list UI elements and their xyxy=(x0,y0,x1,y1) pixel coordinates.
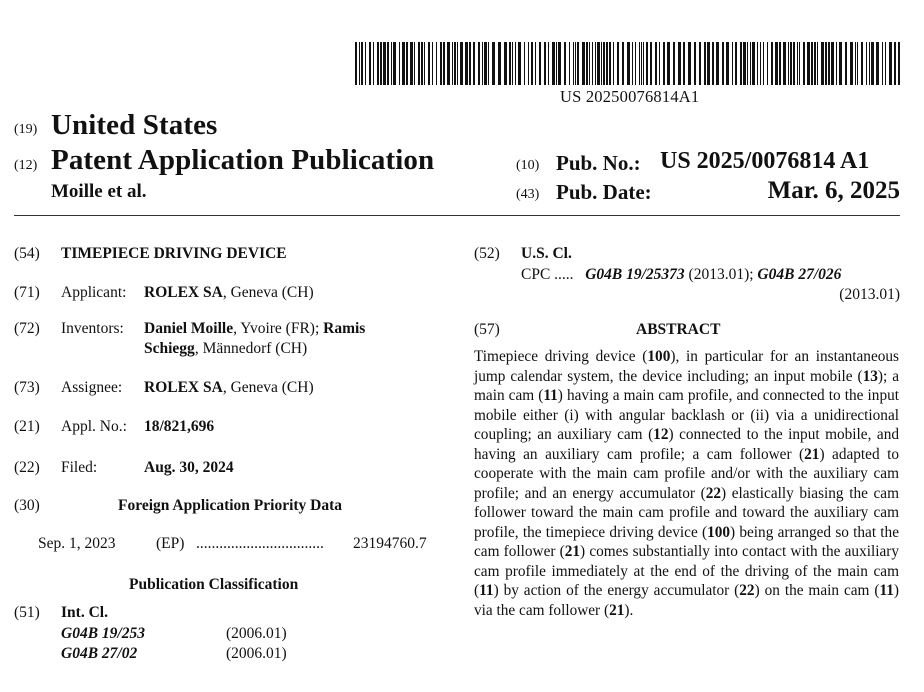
inventors-label: Inventors: xyxy=(61,320,124,337)
barcode-bar xyxy=(683,42,685,85)
priority-office: (EP) xyxy=(156,535,185,552)
barcode-bar xyxy=(447,42,450,85)
country-title: United States xyxy=(51,109,218,141)
pub-no-inid-code: (10) xyxy=(516,158,540,173)
priority-heading: Foreign Application Priority Data xyxy=(118,497,343,514)
barcode-bar xyxy=(424,42,425,85)
publication-kind-title: Patent Application Publication xyxy=(51,144,435,176)
barcode-bar xyxy=(577,42,579,85)
barcode-bar xyxy=(504,42,507,85)
header-divider xyxy=(14,215,900,216)
barcode-bar xyxy=(457,42,458,85)
barcode-bar xyxy=(592,42,593,85)
barcode-bar xyxy=(617,42,619,85)
barcode-bar xyxy=(641,42,642,85)
barcode-bar xyxy=(726,42,729,85)
barcode-bar xyxy=(552,42,555,85)
barcode-bar xyxy=(871,42,874,85)
barcode-bar xyxy=(539,42,541,85)
abstract-text: ) on the main cam ( xyxy=(754,582,880,599)
publication-number-under-barcode: US 20250076814A1 xyxy=(560,87,700,106)
barcode-bar xyxy=(436,42,437,85)
abstract-text: Timepiece driving device ( xyxy=(474,348,648,365)
barcode-bar xyxy=(603,42,605,85)
abstract-inid-code: (57) xyxy=(474,321,500,338)
appl-no-label: Appl. No.: xyxy=(61,418,127,435)
barcode-bar xyxy=(659,42,660,85)
pub-date-label: Pub. Date: xyxy=(556,180,652,204)
cpc-label: CPC ..... xyxy=(521,266,574,283)
barcode-bar xyxy=(377,42,379,85)
abstract-reference-numeral: 21 xyxy=(564,543,581,560)
cpc-line xyxy=(521,266,841,284)
abstract-reference-numeral: 11 xyxy=(879,582,894,599)
barcode-bar xyxy=(775,42,778,85)
abstract-text: ); a main cam ( xyxy=(474,367,899,404)
applicant-location: , Geneva (CH) xyxy=(222,284,314,301)
barcode-bar xyxy=(825,42,827,85)
barcode-bar xyxy=(569,42,570,85)
pub-date-inid-code: (43) xyxy=(516,187,540,202)
country-inid-code: (19) xyxy=(14,122,38,137)
barcode-bar xyxy=(743,42,746,85)
barcode-bar xyxy=(750,42,751,85)
barcode-bar xyxy=(369,42,371,85)
int-cl-class-1: G04B 19/253 xyxy=(61,625,145,642)
barcode-bar xyxy=(482,42,483,85)
barcode-bar xyxy=(763,42,764,85)
barcode-bar xyxy=(752,42,755,85)
int-cl-inid-code: (51) xyxy=(14,604,40,621)
barcode-bar xyxy=(406,42,408,85)
barcode-bar xyxy=(548,42,549,85)
barcode-bar xyxy=(432,42,433,85)
priority-date: Sep. 1, 2023 xyxy=(38,535,116,552)
abstract-reference-numeral: 22 xyxy=(739,582,755,599)
abstract-text: ) connected to the input mobile, and having an auxiliary cam profile; a cam follower ( xyxy=(474,426,899,463)
barcode-bar xyxy=(861,42,863,85)
barcode-bar xyxy=(655,42,657,85)
assignee-name: ROLEX SA xyxy=(144,379,223,396)
classification-heading: Publication Classification xyxy=(129,576,299,593)
barcode-bar xyxy=(855,42,856,85)
inventors-line-2 xyxy=(144,340,307,358)
barcode-bar xyxy=(373,42,374,85)
us-cl-label: U.S. Cl. xyxy=(521,245,572,262)
applicant-value xyxy=(144,284,314,302)
barcode-bar xyxy=(831,42,834,85)
barcode-bar xyxy=(469,42,471,85)
inventor-1-name: Daniel Moille xyxy=(144,320,234,337)
barcode-bar xyxy=(632,42,633,85)
barcode-bar xyxy=(575,42,576,85)
barcode-bar xyxy=(509,42,511,85)
inventor-2-name-last: Schiegg xyxy=(144,340,195,357)
abstract-text: ) comes substantially into contact with the auxiliary cam profile immediately at the end of the driving of the main cam ( xyxy=(474,543,899,599)
barcode-bar xyxy=(564,42,566,85)
appl-no-value: 18/821,696 xyxy=(144,418,215,435)
barcode-bar xyxy=(473,42,475,85)
barcode-bar xyxy=(365,42,366,85)
barcode-bar xyxy=(799,42,800,85)
assignee-location: , Geneva (CH) xyxy=(222,379,314,396)
barcode-bar xyxy=(622,42,624,85)
int-cl-label: Int. Cl. xyxy=(61,604,108,621)
barcode-bar xyxy=(740,42,742,85)
barcode-bar xyxy=(673,42,675,85)
filed-value: Aug. 30, 2024 xyxy=(144,459,234,476)
barcode-bar xyxy=(869,42,870,85)
barcode-bar xyxy=(478,42,480,85)
cpc-class-1: G04B 19/25373 xyxy=(585,266,685,283)
barcode-bar xyxy=(747,42,748,85)
barcode-bar xyxy=(558,42,561,85)
assignee-label: Assignee: xyxy=(61,379,123,396)
abstract-text: ) elastically biasing the cam follower toward the main cam profile and toward the auxiliary cam profile, the timepiece driving device ( xyxy=(474,484,899,541)
barcode xyxy=(355,42,900,85)
barcode-bar xyxy=(528,42,529,85)
abstract-reference-numeral: 100 xyxy=(707,523,731,541)
barcode-bar xyxy=(732,42,733,85)
barcode-bar xyxy=(582,42,585,85)
barcode-bar xyxy=(712,42,714,85)
abstract-reference-numeral: 11 xyxy=(479,582,494,599)
barcode-bar xyxy=(544,42,546,85)
barcode-bar xyxy=(821,42,824,85)
inventor-1-location: , Yvoire (FR); xyxy=(233,320,324,337)
barcode-bar xyxy=(535,42,536,85)
barcode-bar xyxy=(428,42,430,85)
barcode-bar xyxy=(440,42,442,85)
barcode-bar xyxy=(586,42,588,85)
barcode-bar xyxy=(361,42,363,85)
barcode-bar xyxy=(767,42,768,85)
barcode-bar xyxy=(414,42,415,85)
cpc-version-1: (2013.01); xyxy=(684,266,758,283)
abstract-text: ) having a main cam profile, and connected to the input mobile either (i) with angular backlash or (ii) via a unidirectional coupling; an auxiliary cam ( xyxy=(474,387,899,443)
barcode-bar xyxy=(894,42,896,85)
filed-inid-code: (22) xyxy=(14,459,40,476)
barcode-bar xyxy=(531,42,533,85)
barcode-bar xyxy=(465,42,468,85)
abstract-reference-numeral: 21 xyxy=(804,445,820,463)
barcode-bar xyxy=(556,42,557,85)
barcode-bar xyxy=(663,42,665,85)
int-cl-version-1: (2006.01) xyxy=(226,625,287,642)
barcode-bar xyxy=(783,42,786,85)
barcode-bar xyxy=(418,42,420,85)
barcode-bar xyxy=(454,42,456,85)
barcode-bar xyxy=(704,42,706,85)
barcode-bar xyxy=(606,42,608,85)
abstract-text: ) via the cam follower ( xyxy=(474,582,900,619)
barcode-bar xyxy=(597,42,600,85)
barcode-bar xyxy=(898,42,900,85)
invention-title: TIMEPIECE DRIVING DEVICE xyxy=(61,245,287,262)
barcode-bar xyxy=(387,42,389,85)
barcode-bar xyxy=(850,42,853,85)
assignee-inid-code: (73) xyxy=(14,379,40,396)
barcode-bar xyxy=(760,42,761,85)
barcode-bar xyxy=(399,42,400,85)
abstract-text: ). xyxy=(624,601,634,619)
barcode-bar xyxy=(650,42,652,85)
barcode-bar xyxy=(452,42,453,85)
barcode-bar xyxy=(807,42,810,85)
barcode-bar xyxy=(402,42,405,85)
barcode-bar xyxy=(716,42,719,85)
pub-no-label: Pub. No.: xyxy=(556,151,641,175)
applicant-inid-code: (71) xyxy=(14,284,40,301)
barcode-bar xyxy=(817,42,818,85)
barcode-bar xyxy=(771,42,773,85)
inventors-line-1 xyxy=(144,320,365,338)
barcode-bar xyxy=(484,42,487,85)
barcode-bar xyxy=(885,42,886,85)
barcode-bar xyxy=(707,42,710,85)
applicant-name: ROLEX SA xyxy=(144,284,223,301)
barcode-bar xyxy=(788,42,789,85)
priority-leader-dots: ................................. xyxy=(196,535,324,552)
priority-inid-code: (30) xyxy=(14,497,40,514)
abstract-reference-numeral: 22 xyxy=(705,484,722,502)
barcode-bar xyxy=(635,42,636,85)
barcode-bar xyxy=(678,42,681,85)
abstract-text: ) by action of the energy accumulator ( xyxy=(493,582,740,599)
barcode-bar xyxy=(757,42,758,85)
barcode-bar xyxy=(380,42,382,85)
barcode-bar xyxy=(393,42,396,85)
barcode-bar xyxy=(811,42,813,85)
barcode-bar xyxy=(515,42,516,85)
abstract-text: ), in particular for an instantaneous jump calendar system, the device including; an input mobile ( xyxy=(474,348,899,385)
barcode-bar xyxy=(839,42,842,85)
pub-date-value: Mar. 6, 2025 xyxy=(767,177,900,204)
barcode-bar xyxy=(460,42,463,85)
barcode-bar xyxy=(845,42,847,85)
inventor-2-location: , Männedorf (CH) xyxy=(194,340,308,357)
barcode-bar xyxy=(866,42,867,85)
kind-inid-code: (12) xyxy=(14,158,38,173)
assignee-value xyxy=(144,379,314,397)
title-inid-code: (54) xyxy=(14,245,40,262)
barcode-bar xyxy=(814,42,816,85)
cpc-version-2: (2013.01) xyxy=(839,286,900,303)
abstract-reference-numeral: 11 xyxy=(543,387,558,404)
barcode-bar xyxy=(828,42,830,85)
barcode-bar xyxy=(699,42,701,85)
abstract-text: ) being arranged so that the cam follower ( xyxy=(474,523,899,560)
int-cl-class-2: G04B 27/02 xyxy=(61,645,138,662)
priority-number: 23194760.7 xyxy=(353,535,427,552)
barcode-bar xyxy=(779,42,781,85)
abstract-reference-numeral: 12 xyxy=(653,426,669,443)
abstract-reference-numeral: 21 xyxy=(609,601,625,619)
barcode-bar xyxy=(643,42,644,85)
abstract-heading: ABSTRACT xyxy=(636,321,721,338)
barcode-bar xyxy=(688,42,691,85)
barcode-bar xyxy=(876,42,879,85)
barcode-bar xyxy=(488,42,489,85)
barcode-bar xyxy=(722,42,724,85)
barcode-bar xyxy=(391,42,392,85)
barcode-bar xyxy=(524,42,525,85)
barcode-bar xyxy=(359,42,360,85)
barcode-bar xyxy=(735,42,737,85)
abstract-text: ) adapted to cooperate with the main cam profile and/or with the auxiliary cam profile; and an energy accumulator ( xyxy=(474,445,899,502)
abstract-body xyxy=(474,347,899,620)
barcode-bar xyxy=(595,42,596,85)
barcode-bar xyxy=(410,42,413,85)
applicant-label: Applicant: xyxy=(61,284,127,301)
barcode-bar xyxy=(694,42,696,85)
barcode-bar xyxy=(355,42,357,85)
barcode-bar xyxy=(518,42,521,85)
barcode-bar xyxy=(793,42,795,85)
authors: Moille et al. xyxy=(51,181,147,202)
barcode-bar xyxy=(639,42,640,85)
abstract-reference-numeral: 13 xyxy=(862,367,878,385)
barcode-bar xyxy=(421,42,423,85)
barcode-bar xyxy=(797,42,798,85)
int-cl-version-2: (2006.01) xyxy=(226,645,287,662)
abstract-reference-numeral: 100 xyxy=(647,348,671,365)
inventor-2-name-first: Ramis xyxy=(323,320,366,337)
barcode-bar xyxy=(836,42,837,85)
barcode-bar xyxy=(803,42,805,85)
inventors-inid-code: (72) xyxy=(14,320,40,337)
barcode-bar xyxy=(492,42,495,85)
appl-no-inid-code: (21) xyxy=(14,418,40,435)
barcode-bar xyxy=(882,42,883,85)
cpc-class-2: G04B 27/026 xyxy=(757,266,842,283)
barcode-bar xyxy=(443,42,445,85)
barcode-bar xyxy=(589,42,590,85)
barcode-bar xyxy=(573,42,574,85)
barcode-bar xyxy=(601,42,602,85)
barcode-bar xyxy=(627,42,630,85)
barcode-bar xyxy=(512,42,513,85)
us-cl-inid-code: (52) xyxy=(474,245,500,262)
barcode-bar xyxy=(613,42,614,85)
barcode-bar xyxy=(857,42,858,85)
barcode-bar xyxy=(667,42,670,85)
barcode-bar xyxy=(383,42,386,85)
barcode-bar xyxy=(889,42,892,85)
pub-no-value: US 2025/0076814 A1 xyxy=(660,148,870,174)
barcode-bar xyxy=(646,42,648,85)
barcode-bar xyxy=(609,42,611,85)
barcode-bar xyxy=(790,42,792,85)
filed-label: Filed: xyxy=(61,459,98,476)
barcode-bar xyxy=(498,42,501,85)
